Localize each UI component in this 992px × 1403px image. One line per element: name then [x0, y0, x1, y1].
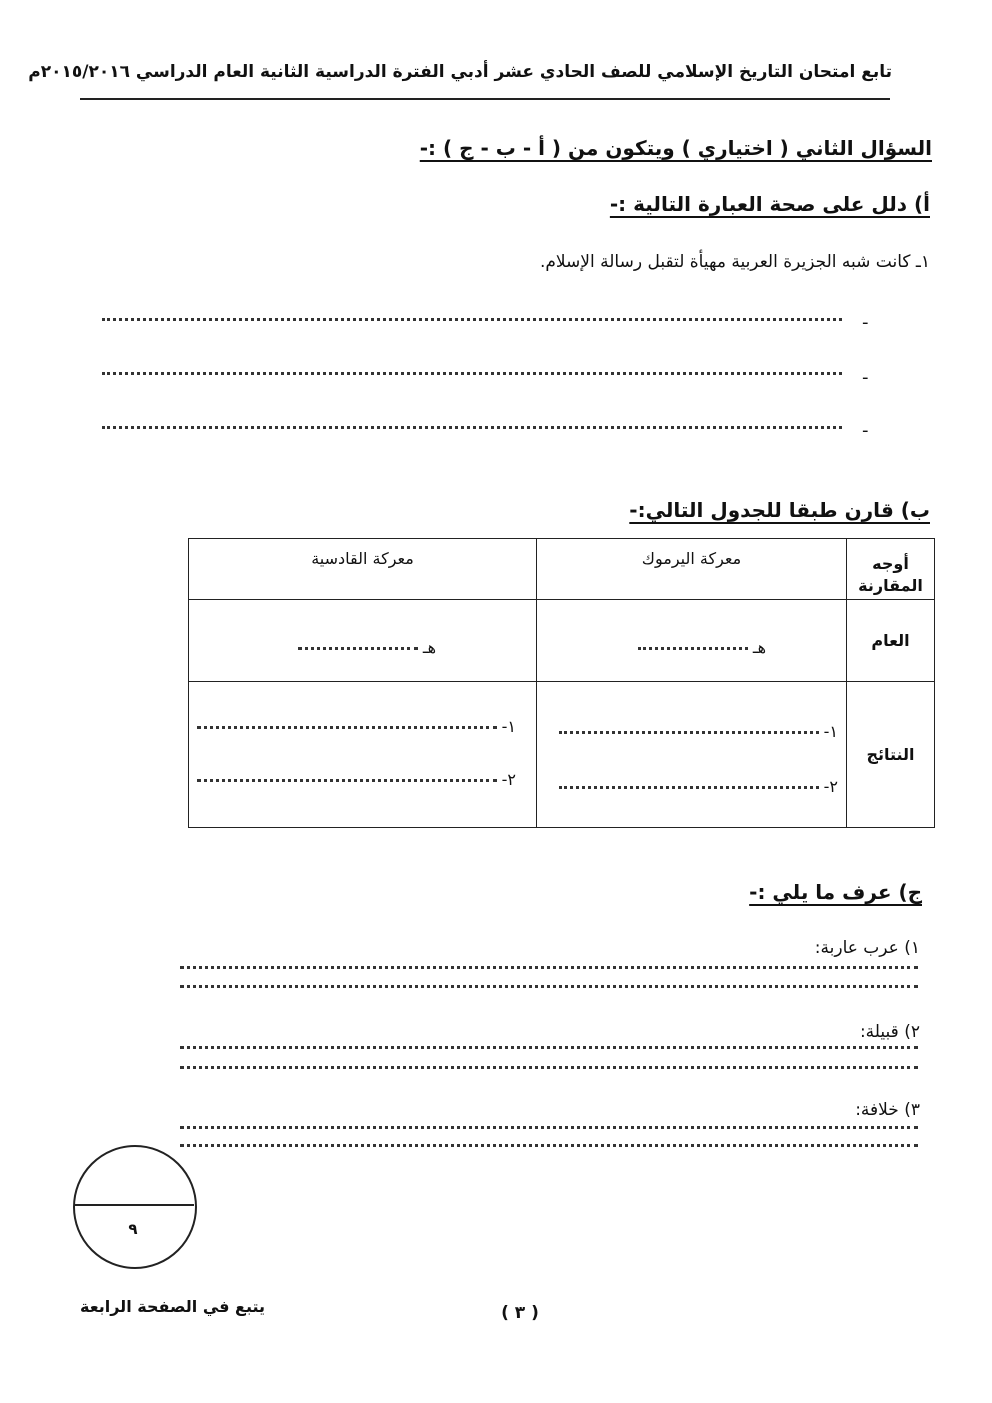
yarmouk-header: معركة اليرموك — [537, 539, 847, 600]
definition-answer-line[interactable] — [180, 1046, 918, 1049]
question-2-title: السؤال الثاني ( اختياري ) ويتكون من ( أ - ب - ج ) :- — [419, 136, 932, 160]
result-number: ١- — [823, 722, 838, 741]
part-a-statement: ١ـ كانت شبه الجزيرة العربية مهيأة لتقبل رسالة الإسلام. — [539, 252, 930, 272]
exam-header: تابع امتحان التاريخ الإسلامي للصف الحادي عشر أدبي الفترة الدراسية الثانية العام الدراسي ٢٠١٥/٢٠١٦م — [28, 62, 892, 82]
continue-note: يتبع في الصفحة الرابعة — [80, 1297, 266, 1316]
year-row-label: العام — [847, 600, 935, 682]
result-answer-line[interactable] — [559, 786, 819, 789]
year-answer-line[interactable] — [638, 647, 748, 650]
comparison-table — [188, 538, 935, 828]
result-answer-line[interactable] — [559, 731, 819, 734]
part-c-title: ج) عرف ما يلي :- — [749, 880, 922, 904]
score-circle — [73, 1145, 197, 1269]
score-divider — [74, 1204, 194, 1206]
part-a-title: أ) دلل على صحة العبارة التالية :- — [609, 192, 930, 216]
result-number: ٢- — [823, 777, 838, 796]
yarmouk-year-cell[interactable] — [537, 600, 847, 682]
yarmouk-results-cell[interactable] — [537, 682, 847, 828]
hijri-suffix: هـ — [422, 638, 436, 657]
score-total: ٩ — [128, 1220, 138, 1238]
qadisiyyah-results-cell[interactable] — [189, 682, 537, 828]
result-answer-line[interactable] — [197, 779, 497, 782]
definition-item-2: ٢) قبيلة: — [859, 1022, 920, 1042]
definition-answer-line[interactable] — [180, 966, 918, 969]
answer-bullet: - — [862, 312, 869, 333]
answer-line[interactable] — [102, 318, 842, 321]
result-answer-line[interactable] — [197, 726, 497, 729]
definition-answer-line[interactable] — [180, 985, 918, 988]
result-number: ٢- — [501, 770, 516, 789]
definition-answer-line[interactable] — [180, 1126, 918, 1129]
definition-answer-line[interactable] — [180, 1066, 918, 1069]
answer-bullet: - — [862, 420, 869, 441]
definition-answer-line[interactable] — [180, 1144, 918, 1147]
answer-line[interactable] — [102, 372, 842, 375]
answer-line[interactable] — [102, 426, 842, 429]
definition-item-3: ٣) خلافة: — [855, 1100, 920, 1120]
qadisiyyah-header: معركة القادسية — [189, 539, 537, 600]
year-answer-line[interactable] — [298, 647, 418, 650]
results-row-label: النتائج — [847, 682, 935, 828]
result-number: ١- — [501, 717, 516, 736]
header-divider — [80, 98, 890, 100]
page-number: ( ٣ ) — [501, 1303, 539, 1323]
part-b-title: ب) قارن طبقا للجدول التالي:- — [629, 498, 930, 522]
qadisiyyah-year-cell[interactable] — [189, 600, 537, 682]
hijri-suffix: هـ — [752, 638, 766, 657]
aspect-header: أوجه المقارنة — [847, 539, 935, 600]
answer-bullet: - — [862, 367, 869, 388]
definition-item-1: ١) عرب عاربة: — [814, 938, 920, 958]
